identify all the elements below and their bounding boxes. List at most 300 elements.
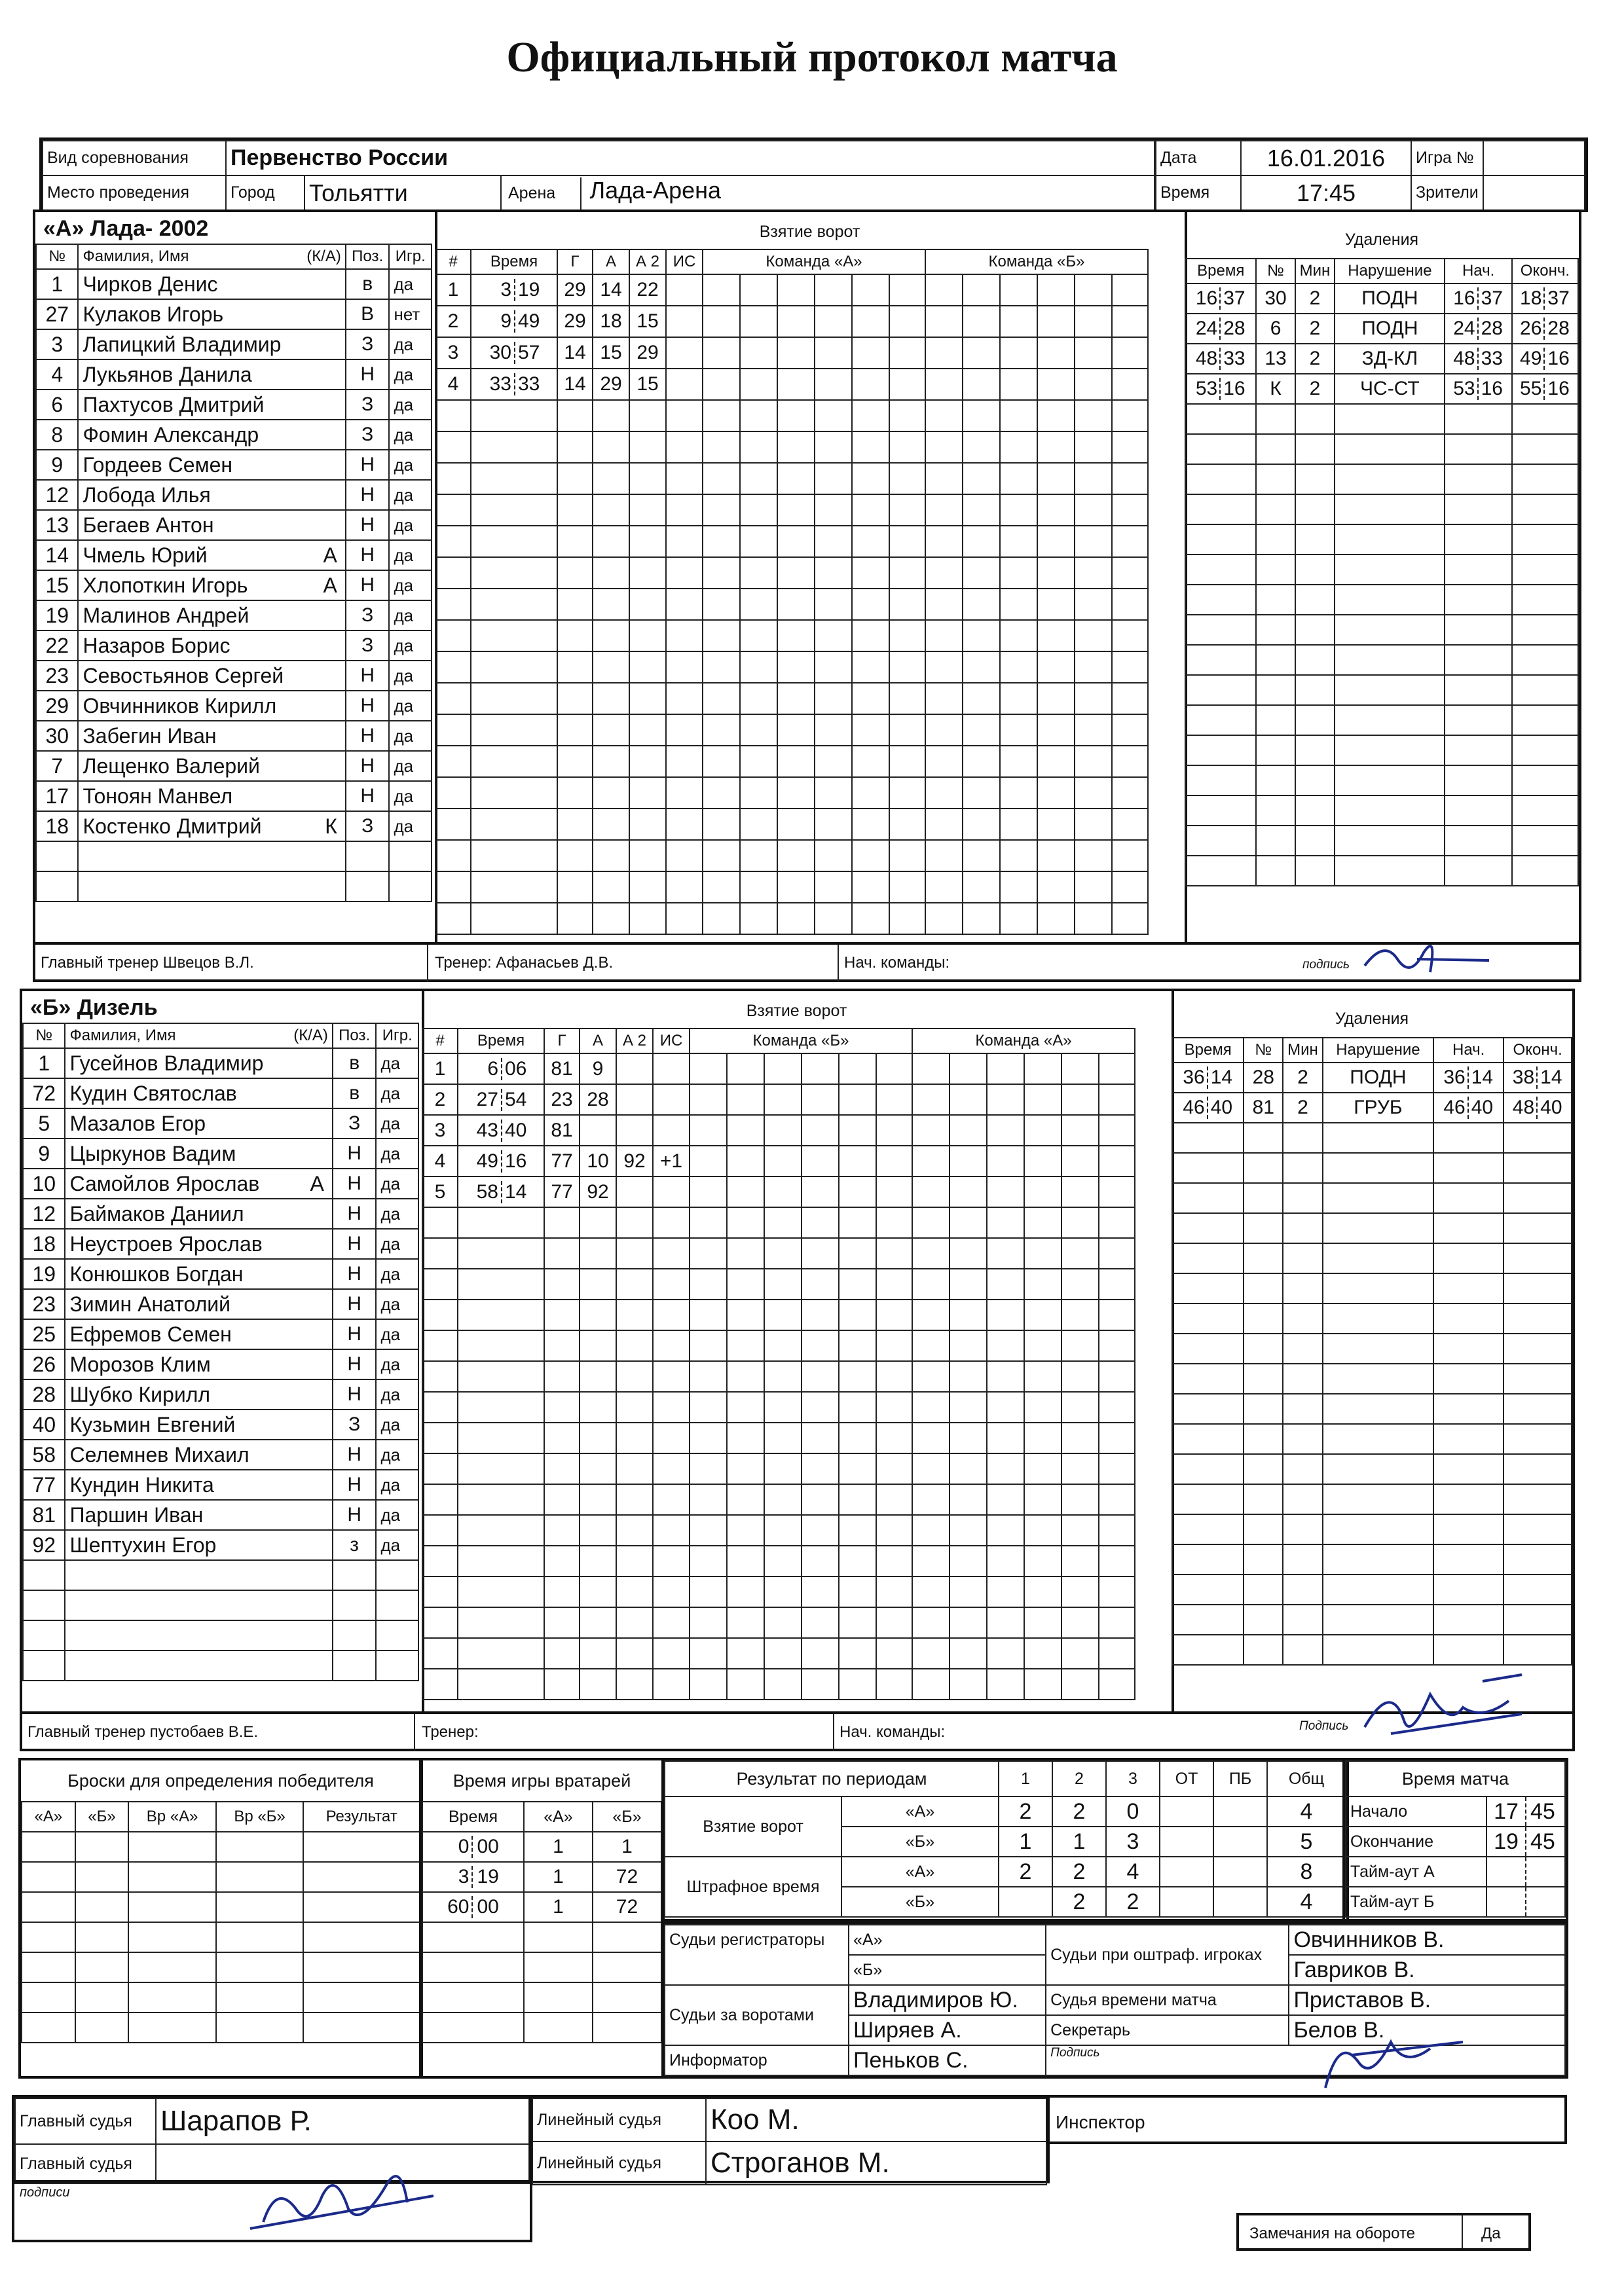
- goal-situation: +1: [653, 1146, 690, 1176]
- goal-assist: [580, 1392, 616, 1423]
- pen-b-p2: 2: [1052, 1887, 1106, 1917]
- goal-number: [422, 1607, 458, 1638]
- penalty-violation: [1323, 1364, 1433, 1394]
- penalty-end: [1504, 1063, 1572, 1093]
- goal-time: [458, 1053, 544, 1084]
- goal-scorer: [544, 1546, 580, 1576]
- penalty-end: [1504, 1424, 1572, 1454]
- player-number: 18: [23, 1229, 65, 1259]
- team-b-head-coach: Главный тренер пустобаев В.Е.: [28, 1723, 259, 1741]
- goal-number: [435, 809, 471, 840]
- goal-scorer: [544, 1669, 580, 1700]
- player-row: [36, 540, 432, 570]
- player-played: да: [389, 390, 432, 420]
- penalty-end: [1512, 283, 1578, 314]
- goal-assist: [593, 777, 629, 809]
- onice-opp-col: [925, 369, 1148, 400]
- goal-situation: [666, 526, 703, 557]
- goal-time: [458, 1515, 544, 1546]
- player-number: 4: [36, 359, 78, 390]
- penalty-end: [1512, 404, 1578, 434]
- player-position: Н: [333, 1169, 377, 1199]
- onice-opp-col: [925, 903, 1148, 934]
- onice-grid: [703, 809, 925, 839]
- onice-team-col: [690, 1238, 912, 1269]
- goal-situation: [653, 1330, 690, 1361]
- player-played: да: [389, 480, 432, 510]
- team-a-trainer: Тренер: Афанасьев Д.В.: [435, 954, 614, 972]
- city-label: Город: [226, 175, 304, 210]
- goal-scorer: [557, 557, 593, 589]
- penalty-player: [1244, 1183, 1283, 1213]
- goal-time: [458, 1176, 544, 1207]
- player-role: А: [323, 543, 337, 567]
- empty-row: [422, 1607, 1135, 1638]
- empty-row: [435, 463, 1148, 494]
- empty-row: [435, 777, 1148, 809]
- goal-time: [458, 1207, 544, 1238]
- player-position: Н: [346, 751, 390, 781]
- shootout-cell: [22, 1832, 75, 1862]
- goal-scorer: [557, 871, 593, 903]
- col-pen-time: Время: [1185, 259, 1256, 283]
- penalty-time: [1185, 434, 1256, 464]
- penalty-end: [1504, 1273, 1572, 1303]
- player-number: 58: [23, 1440, 65, 1470]
- team-a-goals: [435, 212, 1187, 942]
- empty-row: [1172, 1334, 1572, 1364]
- shootout-cell: [128, 1862, 216, 1892]
- player-position: Н: [346, 480, 390, 510]
- empty-row: [422, 1546, 1135, 1576]
- player-number: 14: [36, 540, 78, 570]
- goal-assist2: [616, 1269, 653, 1300]
- player-row: [36, 510, 432, 540]
- penalty-end-sec: 28: [1547, 318, 1570, 339]
- empty-row: [23, 1590, 418, 1620]
- penalty-player: [1256, 434, 1295, 464]
- goal-situation: [666, 494, 703, 526]
- penalty-box-judge-1: Овчинников В.: [1289, 1925, 1565, 1955]
- onice-grid: [913, 1423, 1134, 1453]
- goal-number: [435, 526, 471, 557]
- goal-assist2: [616, 1330, 653, 1361]
- onice-grid: [913, 1116, 1134, 1145]
- goalie-minutes: 60: [423, 1896, 473, 1918]
- onice-grid: [913, 1085, 1134, 1114]
- penalty-end: [1512, 344, 1578, 374]
- officials-signature: [1306, 2022, 1476, 2101]
- empty-row: [422, 1515, 1135, 1546]
- penalty-player: [1256, 675, 1295, 705]
- penalty-start: [1445, 826, 1511, 856]
- onice-grid: [690, 1085, 912, 1114]
- penalty-start: [1433, 1243, 1504, 1273]
- goalie-seconds: 00: [477, 1896, 499, 1918]
- goal-assist2: 15: [629, 306, 666, 337]
- player-position: в: [333, 1078, 377, 1108]
- shootout-cell: [75, 1892, 128, 1922]
- col-goal-time: Время: [458, 1029, 544, 1053]
- shootout-cell: [128, 1982, 216, 2013]
- onice-grid: [913, 1516, 1134, 1545]
- penalty-player: [1256, 735, 1295, 765]
- goal-number: [422, 1238, 458, 1269]
- penalty-player: [1244, 1364, 1283, 1394]
- goal-assist2: [616, 1423, 653, 1453]
- player-position: Н: [346, 570, 390, 600]
- goal-scorer: [544, 1330, 580, 1361]
- shootout-col-b: «Б»: [75, 1802, 128, 1832]
- onice-grid: [703, 401, 925, 431]
- player-name: Хлопоткин Игорь: [83, 573, 248, 597]
- goal-seconds: 14: [505, 1180, 527, 1203]
- onice-opp-col: [912, 1546, 1135, 1576]
- shootout-cell: [75, 1832, 128, 1862]
- goal-assist2: [616, 1115, 653, 1146]
- onice-opp-col: [912, 1238, 1135, 1269]
- onice-grid: [926, 526, 1147, 556]
- goal-assist2: [629, 494, 666, 526]
- goal-situation: [666, 306, 703, 337]
- penalty-violation: [1323, 1123, 1433, 1153]
- goal-situation: [666, 431, 703, 463]
- informer-label: Информатор: [665, 2045, 849, 2075]
- penalty-start-min: 16: [1447, 287, 1478, 310]
- team-a-footer: [35, 942, 1579, 982]
- period-2-header: 2: [1052, 1761, 1106, 1796]
- pen-b-p1: [999, 1887, 1052, 1917]
- penalty-row-label: Штрафное время: [665, 1857, 841, 1917]
- empty-row: [435, 871, 1148, 903]
- goal-number: [422, 1546, 458, 1576]
- penalty-violation: [1335, 735, 1445, 765]
- empty-row: [435, 840, 1148, 871]
- empty-row: [1185, 585, 1578, 615]
- onice-grid: [913, 1608, 1134, 1637]
- onice-team-col: [703, 840, 925, 871]
- player-played: да: [389, 420, 432, 450]
- player-row: [36, 480, 432, 510]
- onice-team-col: [690, 1084, 912, 1115]
- onice-opp-col: [912, 1176, 1135, 1207]
- onice-grid: [926, 715, 1147, 745]
- penalty-end: [1512, 374, 1578, 404]
- penalty-player: 13: [1256, 344, 1295, 374]
- goal-scorer: [557, 714, 593, 746]
- penalty-violation: [1323, 1575, 1433, 1605]
- onice-grid: [913, 1146, 1134, 1176]
- onice-grid: [926, 369, 1147, 399]
- player-position: Н: [333, 1500, 377, 1530]
- penalty-time: [1185, 464, 1256, 494]
- onice-opp-col: [912, 1669, 1135, 1700]
- goal-situation: [666, 463, 703, 494]
- onice-grid: [703, 872, 925, 902]
- penalty-minutes: [1295, 434, 1335, 464]
- player-position: З: [333, 1410, 377, 1440]
- place-label: Место проведения: [43, 175, 226, 210]
- goal-time: [458, 1453, 544, 1484]
- shootout-cell: [303, 1832, 420, 1862]
- shootout-cell: [303, 1892, 420, 1922]
- onice-grid: [690, 1669, 912, 1699]
- goal-assist2: [629, 840, 666, 871]
- inspector-block: [1046, 2095, 1567, 2144]
- empty-row: [36, 841, 432, 871]
- penalty-player: [1256, 856, 1295, 886]
- player-played: да: [376, 1108, 418, 1139]
- penalty-violation: [1323, 1153, 1433, 1183]
- player-number: 6: [36, 390, 78, 420]
- goal-time: [458, 1638, 544, 1669]
- penalty-start: [1433, 1394, 1504, 1424]
- penalty-minutes: [1295, 404, 1335, 434]
- player-position: [346, 871, 390, 902]
- onice-grid: [690, 1485, 912, 1514]
- penalty-player: 28: [1244, 1063, 1283, 1093]
- player-position: З: [346, 420, 390, 450]
- penalty-minutes: [1283, 1424, 1323, 1454]
- goal-situation: [666, 683, 703, 714]
- player-number: 26: [23, 1349, 65, 1379]
- penalty-minutes: [1295, 826, 1335, 856]
- penalty-time: [1185, 735, 1256, 765]
- onice-grid: [926, 652, 1147, 682]
- goal-assist2: 15: [629, 369, 666, 400]
- empty-row: [422, 1952, 661, 1982]
- goal-scorer: 29: [557, 306, 593, 337]
- goalie-col-b: «Б»: [593, 1802, 661, 1832]
- penalty-row-b-label: «Б»: [841, 1887, 999, 1917]
- goal-seconds: 19: [518, 279, 540, 301]
- penalty-time: [1172, 1093, 1244, 1123]
- penalty-time: [1185, 314, 1256, 344]
- goal-number: [435, 840, 471, 871]
- penalty-violation: [1323, 1213, 1433, 1243]
- main-referee-label-2: Главный судья: [15, 2144, 156, 2183]
- penalty-time: [1172, 1605, 1244, 1635]
- penalty-time: [1185, 675, 1256, 705]
- penalty-time: [1185, 524, 1256, 555]
- goal-time: [471, 526, 557, 557]
- penalty-start: [1445, 524, 1511, 555]
- onice-team-col: [703, 400, 925, 431]
- empty-row: [23, 1560, 418, 1590]
- goal-judge-2: Ширяев А.: [849, 2015, 1046, 2045]
- onice-grid: [926, 872, 1147, 902]
- penalty-time-sec: 14: [1210, 1066, 1233, 1088]
- onice-opp-col: [925, 871, 1148, 903]
- goal-scorer: [544, 1576, 580, 1607]
- goals-b-p2: 1: [1052, 1827, 1106, 1857]
- pen-a-ot: [1160, 1857, 1213, 1887]
- penalty-start: [1445, 645, 1511, 675]
- period-3-header: 3: [1106, 1761, 1160, 1796]
- goal-number: [422, 1361, 458, 1392]
- onice-opp-col: [925, 620, 1148, 651]
- player-number: 30: [36, 721, 78, 751]
- goal-assist2: [616, 1300, 653, 1330]
- player-name-cell: [65, 1108, 332, 1139]
- penalty-player: [1244, 1635, 1283, 1665]
- player-number: 29: [36, 691, 78, 721]
- onice-grid: [703, 369, 925, 399]
- goal-number: 1: [435, 274, 471, 306]
- goalie-col-a: «А»: [524, 1802, 593, 1832]
- penalty-end: [1512, 314, 1578, 344]
- player-number: 9: [23, 1139, 65, 1169]
- goal-minutes: 3: [472, 279, 515, 301]
- col-pos: Поз.: [333, 1023, 377, 1048]
- goal-number: 3: [422, 1115, 458, 1146]
- penalty-minutes: 2: [1295, 314, 1335, 344]
- player-name: Бегаев Антон: [83, 513, 214, 537]
- goal-assist2: [616, 1669, 653, 1700]
- penalty-start: [1433, 1334, 1504, 1364]
- player-position: В: [346, 299, 390, 329]
- onice-team-col: [703, 903, 925, 934]
- goalie-a: 1: [524, 1892, 593, 1922]
- player-number: 12: [36, 480, 78, 510]
- col-number: №: [36, 244, 78, 269]
- onice-grid: [926, 306, 1147, 337]
- onice-opp-col: [912, 1576, 1135, 1607]
- penalty-start-sec: 37: [1481, 287, 1503, 309]
- player-played: да: [389, 329, 432, 359]
- goal-assist: [580, 1361, 616, 1392]
- goal-time: [458, 1361, 544, 1392]
- penalty-minutes: [1283, 1635, 1323, 1665]
- penalty-end-min: 18: [1514, 287, 1545, 310]
- goal-assist: [580, 1238, 616, 1269]
- onice-grid: [690, 1423, 912, 1453]
- goals-a-ot: [1160, 1796, 1213, 1827]
- penalty-player: [1256, 615, 1295, 645]
- goal-assist2: [616, 1453, 653, 1484]
- goals-title: Взятие ворот: [746, 1002, 847, 1020]
- penalty-start: [1445, 585, 1511, 615]
- penalty-violation: [1335, 615, 1445, 645]
- player-row: [36, 691, 432, 721]
- goal-assist2: [629, 714, 666, 746]
- penalty-minutes: [1283, 1484, 1323, 1514]
- col-team-b-onice: Команда «Б»: [925, 249, 1148, 274]
- goals-b-total: 5: [1267, 1827, 1346, 1857]
- timekeeper-label: Судья времени матча: [1046, 1985, 1289, 2015]
- player-name: Селемнев Михаил: [69, 1442, 249, 1467]
- player-row: [36, 420, 432, 450]
- goal-scorer: [544, 1607, 580, 1638]
- goal-situation: [653, 1453, 690, 1484]
- shootout-cell: [216, 1892, 303, 1922]
- penalty-end: [1504, 1394, 1572, 1424]
- goal-situation: [653, 1423, 690, 1453]
- goal-number: [422, 1638, 458, 1669]
- goal-situation: [653, 1515, 690, 1546]
- team-a-name: «А» Лада- 2002: [43, 216, 209, 241]
- empty-row: [435, 746, 1148, 777]
- player-position: Н: [333, 1349, 377, 1379]
- shootout-row: [22, 1922, 420, 1952]
- empty-row: [435, 683, 1148, 714]
- onice-grid: [926, 809, 1147, 839]
- team-b-signature: [1352, 1668, 1541, 1753]
- player-name: Гордеев Семен: [83, 452, 233, 477]
- goal-situation: [666, 840, 703, 871]
- penalty-violation: [1323, 1334, 1433, 1364]
- penalty-violation: [1335, 826, 1445, 856]
- penalty-violation: ЧС-СТ: [1335, 374, 1445, 404]
- goal-judges-label: Судьи за воротами: [665, 1985, 849, 2045]
- team-a-sign-label: подпись: [1302, 958, 1350, 972]
- goal-assist: [593, 620, 629, 651]
- onice-opp-col: [912, 1484, 1135, 1515]
- goal-assist2: [629, 400, 666, 431]
- penalty-time-sec: 33: [1223, 348, 1246, 369]
- goal-number: [422, 1576, 458, 1607]
- shootout-cell: [22, 1892, 75, 1922]
- goal-scorer: [557, 777, 593, 809]
- goal-situation: [653, 1269, 690, 1300]
- onice-team-col: [690, 1361, 912, 1392]
- col-pos: Поз.: [346, 244, 390, 269]
- shootout-cell: [22, 2013, 75, 2043]
- player-played: да: [389, 570, 432, 600]
- player-position: в: [346, 269, 390, 299]
- penalty-violation: [1335, 675, 1445, 705]
- goal-assist: [593, 871, 629, 903]
- penalty-row: [1185, 314, 1578, 344]
- penalty-player: К: [1256, 374, 1295, 404]
- player-name: Морозов Клим: [69, 1352, 211, 1376]
- goal-scorer: [557, 494, 593, 526]
- player-name-cell: [78, 480, 345, 510]
- penalty-start: [1433, 1424, 1504, 1454]
- empty-row: [1172, 1273, 1572, 1303]
- penalty-violation: ПОДН: [1323, 1063, 1433, 1093]
- penalty-time: [1185, 856, 1256, 886]
- empty-row: [435, 589, 1148, 620]
- empty-row: [23, 1620, 418, 1650]
- player-name-cell: [65, 1650, 332, 1681]
- team-b-roster-table: [22, 1023, 419, 1681]
- col-goal-scorer: Г: [557, 249, 593, 274]
- signatures-block: [12, 2180, 532, 2242]
- player-name-cell: [65, 1259, 332, 1289]
- player-row: [36, 299, 432, 329]
- goal-assist2: [629, 809, 666, 840]
- player-name-cell: [78, 390, 345, 420]
- penalty-start: [1445, 735, 1511, 765]
- penalty-minutes: [1283, 1243, 1323, 1273]
- player-name: Кузьмин Евгений: [69, 1412, 236, 1436]
- goal-scorer: [557, 809, 593, 840]
- player-number: 19: [23, 1259, 65, 1289]
- empty-row: [1172, 1575, 1572, 1605]
- goal-time: [471, 306, 557, 337]
- onice-team-col: [690, 1207, 912, 1238]
- onice-opp-col: [912, 1392, 1135, 1423]
- penalty-violation: [1335, 645, 1445, 675]
- player-position: З: [346, 630, 390, 661]
- goal-situation: [666, 400, 703, 431]
- penalty-minutes: [1283, 1364, 1323, 1394]
- goalie-time: [422, 1862, 524, 1892]
- goals-row-a-label: «А»: [841, 1796, 999, 1827]
- player-name: Чмель Юрий: [83, 543, 208, 567]
- onice-grid: [926, 464, 1147, 494]
